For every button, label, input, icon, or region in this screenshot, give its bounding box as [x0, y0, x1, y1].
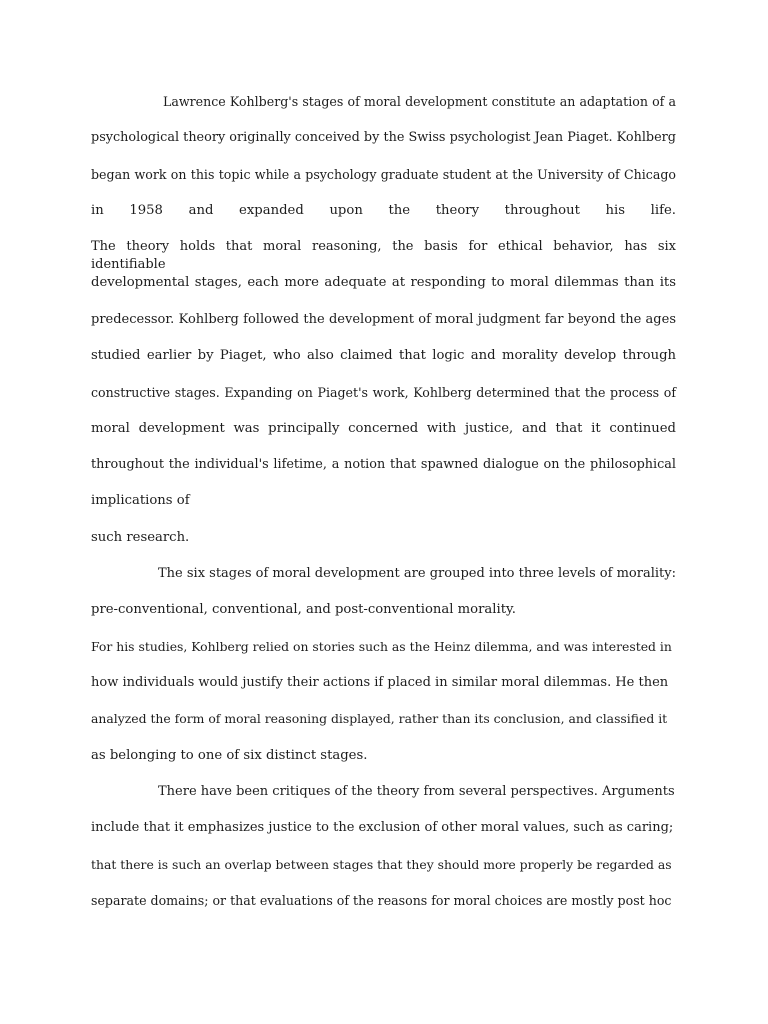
text-line: Lawrence Kohlberg's stages of moral development constitute an adaptation of a: [163, 94, 676, 109]
text-line: moral development was principally concerned with justice, and that it continued: [91, 421, 676, 436]
text-line: in 1958 and expanded upon the theory throughout his life.: [91, 203, 676, 218]
text-line: include that it emphasizes justice to the exclusion of other moral values, such as caring;: [91, 820, 674, 835]
text-line: studied earlier by Piaget, who also claimed that logic and morality develop through: [91, 348, 676, 363]
text-line: developmental stages, each more adequate at responding to moral dilemmas than its: [91, 275, 676, 290]
text-line: pre-conventional, conventional, and post-conventional morality.: [91, 602, 516, 617]
text-line: The six stages of moral development are grouped into three levels of morality:: [158, 566, 676, 581]
text-line: began work on this topic while a psychology graduate student at the University of Chicago: [91, 167, 676, 182]
text-line: that there is such an overlap between stages that they should more properly be regarded as: [91, 857, 672, 872]
text-line: implications of: [91, 493, 190, 508]
text-line: For his studies, Kohlberg relied on stories such as the Heinz dilemma, and was interested in: [91, 639, 672, 654]
text-line: as belonging to one of six distinct stages.: [91, 748, 368, 763]
text-line: separate domains; or that evaluations of the reasons for moral choices are mostly post hoc: [91, 893, 672, 908]
text-line: predecessor. Kohlberg followed the development of moral judgment far beyond the ages: [91, 312, 676, 327]
text-line: psychological theory originally conceived by the Swiss psychologist Jean Piaget. Kohlberg: [91, 130, 676, 145]
text-line: throughout the individual's lifetime, a notion that spawned dialogue on the philosophical: [91, 457, 676, 472]
text-line: The theory holds that moral reasoning, the basis for ethical behavior, has six identifiable: [91, 239, 676, 272]
text-line: analyzed the form of moral reasoning displayed, rather than its conclusion, and classified it: [91, 711, 668, 726]
text-line: constructive stages. Expanding on Piaget's work, Kohlberg determined that the process of: [91, 385, 676, 400]
text-line: such research.: [91, 530, 190, 545]
text-line: how individuals would justify their actions if placed in similar moral dilemmas. He then: [91, 675, 669, 690]
text-line: There have been critiques of the theory from several perspectives. Arguments: [158, 784, 675, 799]
